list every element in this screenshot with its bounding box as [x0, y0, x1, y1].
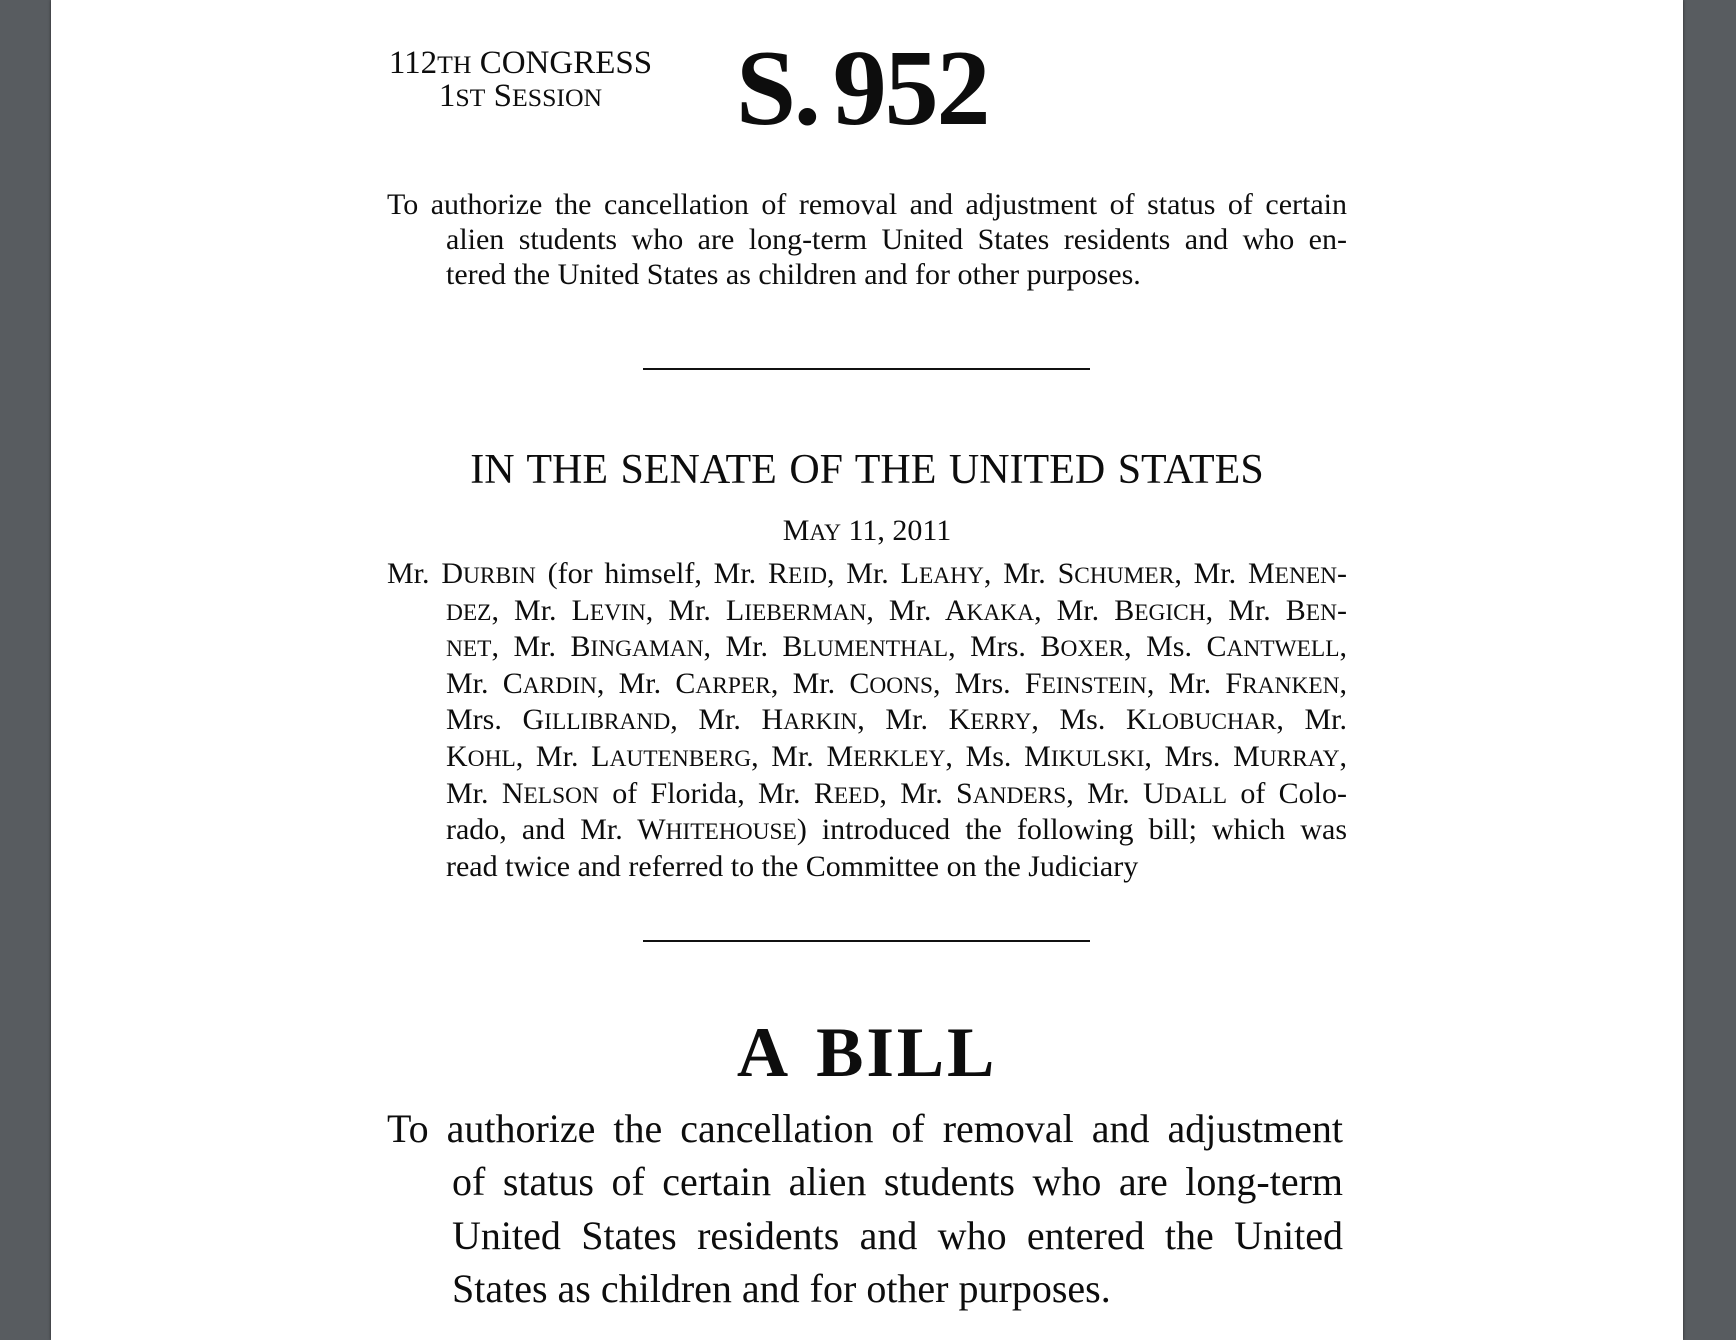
- purpose-line: To authorize the cancellation of removal and adjustment: [387, 1106, 1343, 1151]
- purpose-line: States as children and for other purposes.: [452, 1265, 1111, 1311]
- sponsors-paragraph: [387, 557, 1347, 884]
- sponsors-line: KOHL, Mr. LAUTENBERG, Mr. MERKLEY, Ms. MIKULSKI, Mrs. MURRAY,: [446, 739, 1347, 773]
- introduction-date: MAY 11, 2011: [782, 514, 952, 547]
- divider: [643, 368, 1090, 370]
- purpose-line: of status of certain alien students who are long-term: [452, 1159, 1343, 1205]
- purpose-statement: [387, 1102, 1343, 1315]
- sponsors-line: Mr. CARDIN, Mr. CARPER, Mr. COONS, Mrs. FEINSTEIN, Mr. FRANKEN,: [446, 666, 1348, 700]
- divider: [643, 940, 1090, 942]
- sponsors-line: Mrs. GILLIBRAND, Mr. HARKIN, Mr. KERRY, Ms. KLOBUCHAR, Mr.: [446, 703, 1348, 737]
- official-title: [387, 188, 1347, 292]
- bill-number: S. 952: [736, 29, 989, 148]
- purpose-line: United States residents and who entered the United: [452, 1212, 1343, 1258]
- official-title-line: alien students who are long-term United States residents and who en-: [446, 222, 1347, 256]
- sponsors-line: Mr. DURBIN (for himself, Mr. REID, Mr. LEAHY, Mr. SCHUMER, Mr. MENEN-: [387, 557, 1348, 590]
- sponsors-line: rado, and Mr. WHITEHOUSE) introduced the following bill; which was: [446, 813, 1348, 847]
- sponsors-line: read twice and referred to the Committee on the Judiciary: [446, 849, 1139, 883]
- official-title-line: To authorize the cancellation of removal and adjustment of status of certain: [387, 188, 1347, 221]
- document-page[interactable]: [51, 0, 1683, 1340]
- sponsors-line: NET, Mr. BINGAMAN, Mr. BLUMENTHAL, Mrs. BOXER, Ms. CANTWELL,: [446, 630, 1347, 664]
- congress-label: 112TH CONGRESS: [388, 45, 653, 81]
- session-label: 1ST SESSION: [438, 78, 603, 114]
- official-title-line: tered the United States as children and for other purposes.: [446, 257, 1141, 291]
- chamber-heading: IN THE SENATE OF THE UNITED STATES: [470, 447, 1264, 493]
- document-type-heading: A BILL: [736, 1014, 998, 1092]
- sponsors-line: DEZ, Mr. LEVIN, Mr. LIEBERMAN, Mr. AKAKA, Mr. BEGICH, Mr. BEN-: [446, 593, 1347, 627]
- sponsors-line: Mr. NELSON of Florida, Mr. REED, Mr. SANDERS, Mr. UDALL of Colo-: [446, 776, 1347, 810]
